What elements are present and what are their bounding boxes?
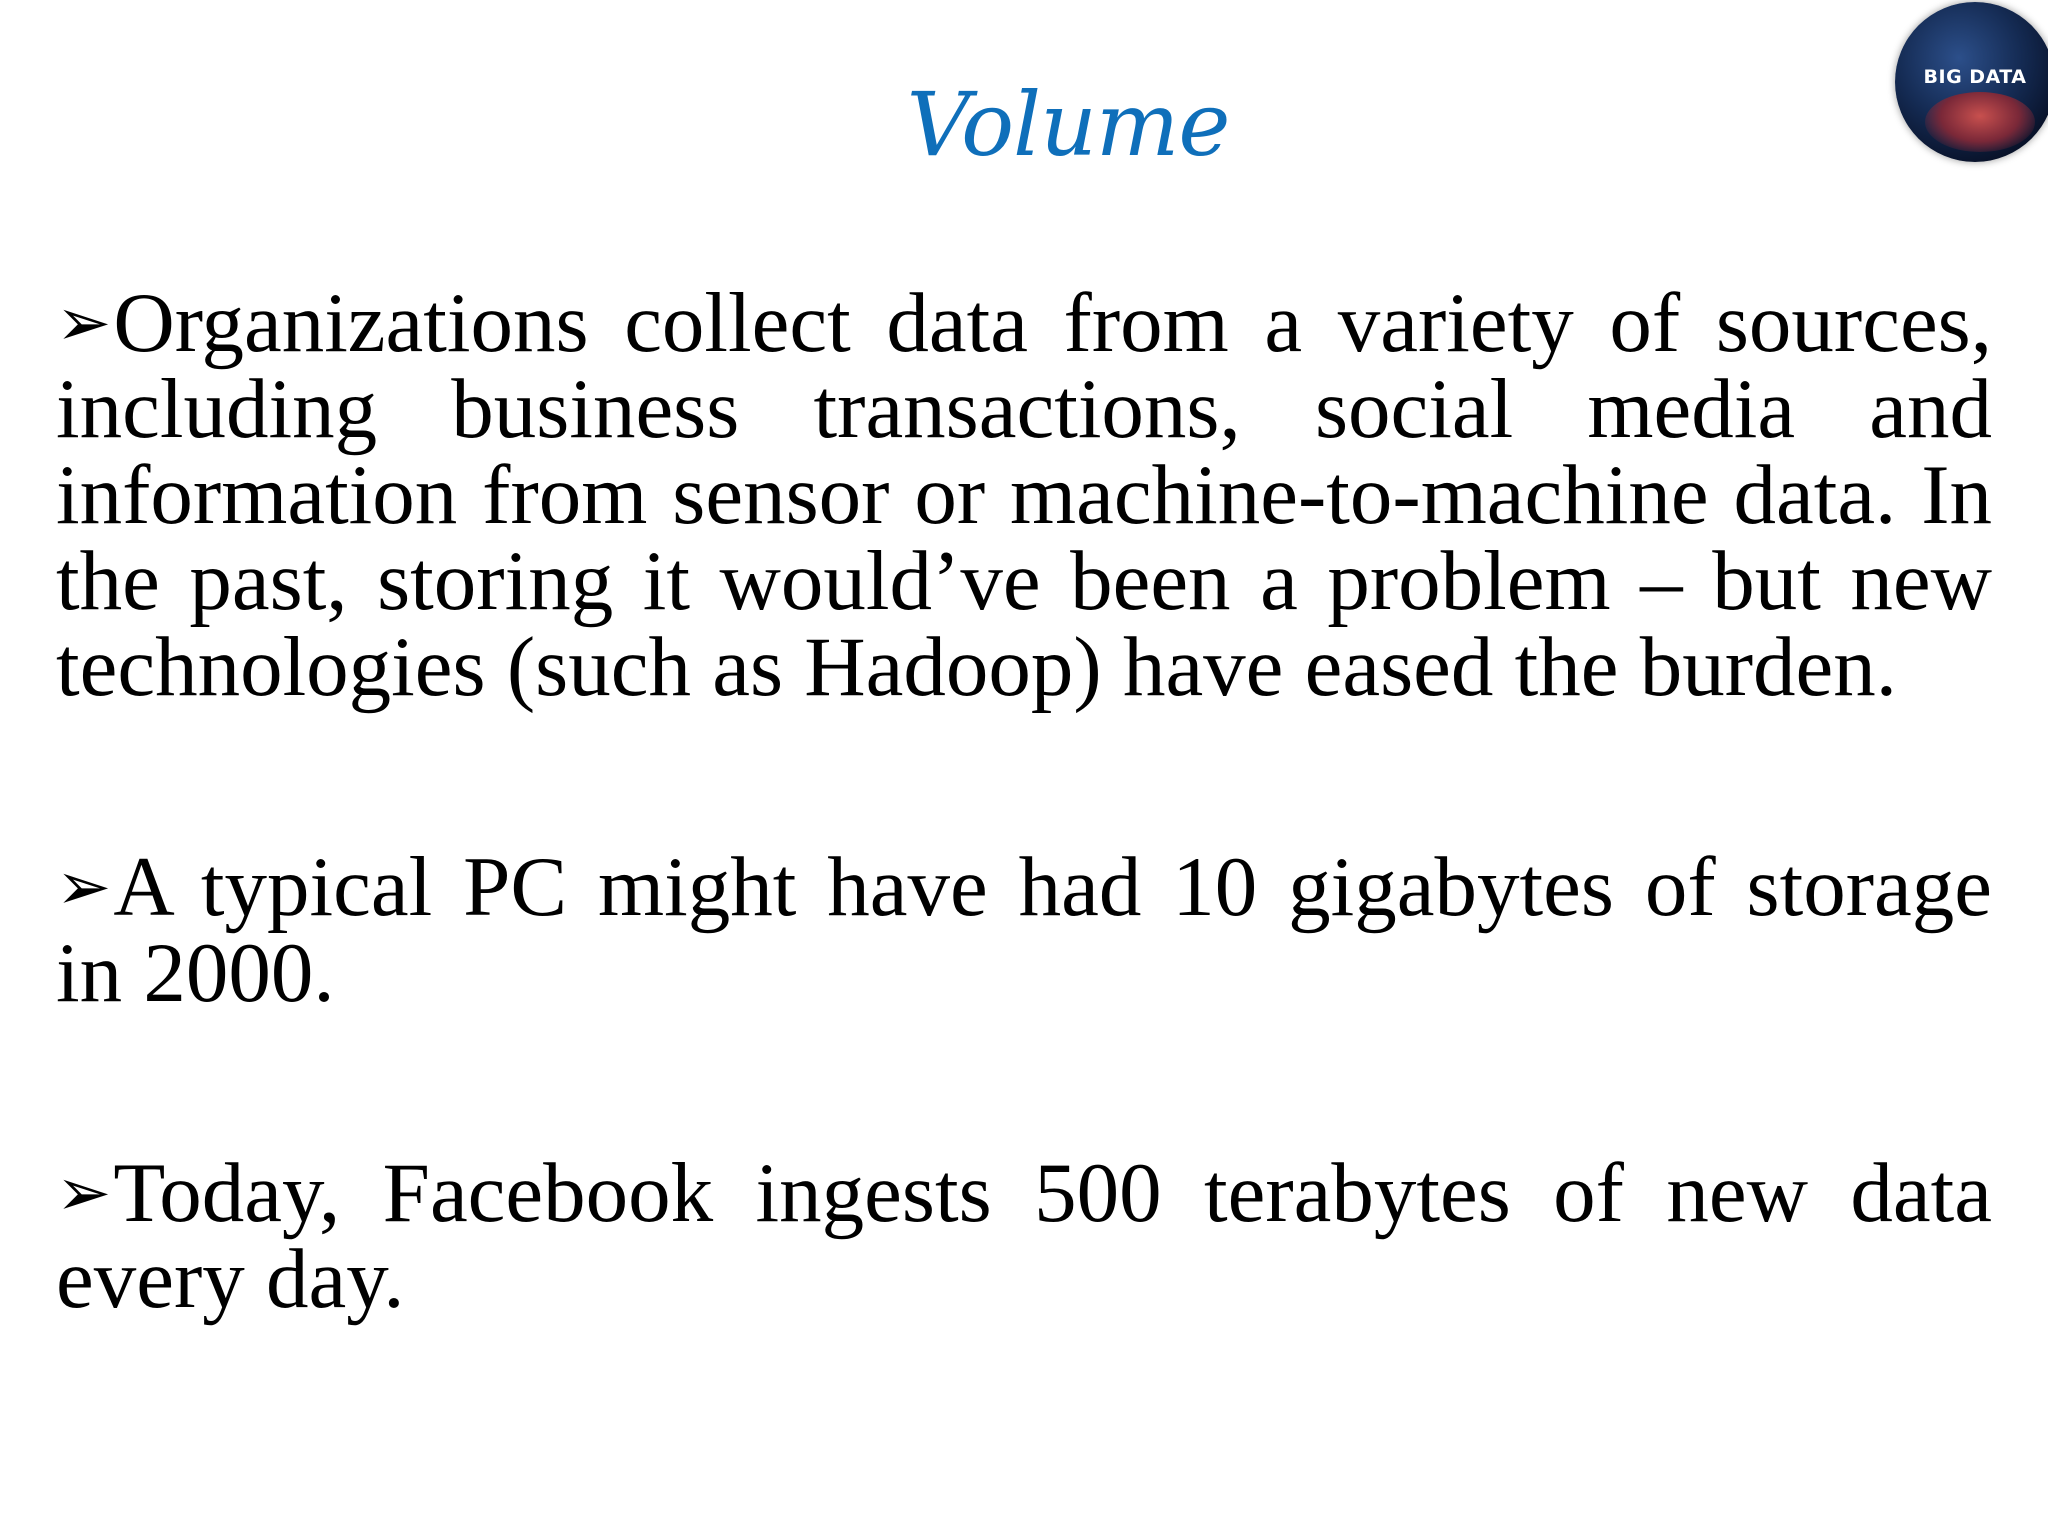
bullet-text: Today, Facebook ingests 500 terabytes of new data every day. [56,1146,1992,1326]
arrowhead-bullet-icon: ➢ [56,1154,112,1231]
bullet-item [56,276,1992,714]
bullet-list [56,276,1992,1326]
logo-swirl-graphic [1925,92,2035,152]
arrowhead-bullet-icon: ➢ [56,848,112,925]
bullet-item [56,1146,1992,1326]
bullet-text: A typical PC might have had 10 gigabytes of storage in 2000. [56,840,1992,1020]
bullet-item [56,840,1992,1020]
arrowhead-bullet-icon: ➢ [56,284,112,361]
big-data-logo [1895,2,2048,162]
bullet-text: Organizations collect data from a variety of sources, including business transactions, social media and information from sensor or machine-to-machine data. In the past, storing it would’ve been a problem – but new technologies (such as Hadoop) have eased the burden. [56,276,1992,714]
slide-title: Volume [906,73,1230,176]
logo-text: BIG DATA [1923,66,2027,88]
